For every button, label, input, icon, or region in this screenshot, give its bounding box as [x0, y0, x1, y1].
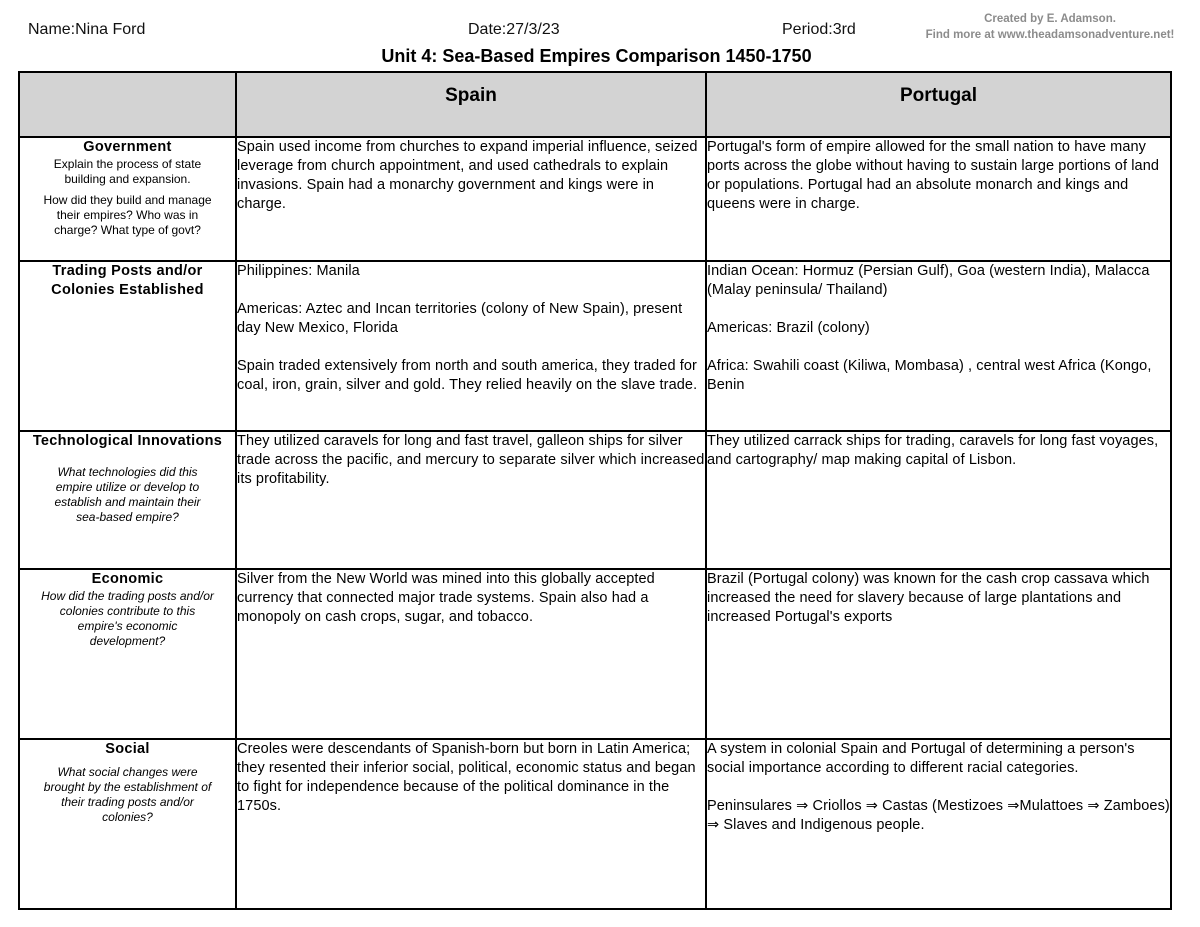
header-blank-cell: [19, 72, 236, 137]
credit-watermark: [906, 11, 1194, 43]
spain-answer-cell[interactable]: [236, 137, 706, 261]
portugal-answer-cell[interactable]: [706, 137, 1171, 261]
category-title: Technological Innovations: [32, 433, 223, 449]
spain-answer-cell[interactable]: [236, 739, 706, 909]
answer-paragraph: Portugal's form of empire allowed for the small nation to have many ports across the globe without having to sustain large portions of land or populations. Portugal had an absolute monarch and kings and queens were in charge.: [707, 139, 1160, 212]
category-title: Government: [83, 139, 172, 155]
answer-paragraph: Spain traded extensively from north and south america, they traded for coal, iron, grain, silver and gold. They relied heavily on the slave trade.: [237, 358, 698, 393]
page-title: Unit 4: Sea-Based Empires Comparison 1450-1750: [381, 46, 812, 66]
date-field: Date:27/3/23: [468, 21, 560, 38]
category-title: Social: [105, 741, 150, 757]
credit-author: Created by E. Adamson.: [984, 13, 1116, 25]
category-description: How did the trading posts and/or colonies contribute to this empire's economic development?: [41, 589, 214, 648]
spain-answer-cell[interactable]: [236, 261, 706, 431]
answer-paragraph: Africa: Swahili coast (Kiliwa, Mombasa) , central west Africa (Kongo, Benin: [707, 358, 1152, 393]
spain-answer-cell[interactable]: [236, 569, 706, 739]
table-row-government: [19, 137, 1171, 261]
category-cell: [19, 137, 236, 261]
answer-paragraph: Indian Ocean: Hormuz (Persian Gulf), Goa (western India), Malacca (Malay peninsula/ Thailand): [707, 263, 1150, 298]
answer-paragraph: Peninsulares ⇒ Criollos ⇒ Castas (Mestizoes ⇒Mulattoes ⇒ Zamboes) ⇒ Slaves and Indigenous people.: [707, 798, 1170, 833]
period-field: Period:3rd: [782, 21, 856, 38]
category-cell: [19, 569, 236, 739]
column-heading-spain: Spain: [445, 85, 497, 106]
table-row-social: [19, 739, 1171, 909]
answer-paragraph: They utilized caravels for long and fast travel, galleon ships for silver trade across the pacific, and mercury to separate silver which increased its profitability.: [237, 433, 705, 487]
answer-paragraph: Spain used income from churches to expand imperial influence, seized leverage from church appointment, and used cathedrals to explain invasions. Spain had a monarchy government and kings were in charge.: [237, 139, 698, 212]
portugal-answer-cell[interactable]: [706, 261, 1171, 431]
category-question: What technologies did this empire utilize or develop to establish and maintain their sea-based empire?: [54, 465, 201, 524]
category-title: Trading Posts and/or Colonies Established: [51, 263, 204, 298]
answer-paragraph: A system in colonial Spain and Portugal of determining a person's social importance according to different racial categories.: [707, 741, 1135, 776]
answer-paragraph: Silver from the New World was mined into this globally accepted currency that connected major trade systems. Spain also had a monopoly on cash crops, sugar, and tobacco.: [237, 571, 655, 625]
header-spain: [236, 72, 706, 137]
portugal-answer-cell[interactable]: [706, 739, 1171, 909]
answer-paragraph: Brazil (Portugal colony) was known for the cash crop cassava which increased the need for slavery because of large plantations and increased Portugal's exports: [707, 571, 1150, 625]
credit-website: Find more at www.theadamsonadventure.net!: [925, 29, 1175, 41]
category-question: How did they build and manage their empires? Who was in charge? What type of govt?: [43, 193, 212, 237]
category-title: Economic: [91, 571, 164, 587]
category-question: What social changes were brought by the establishment of their trading posts and/or colonies?: [43, 765, 212, 824]
category-cell: [19, 431, 236, 569]
answer-paragraph: Americas: Brazil (colony): [707, 320, 870, 336]
answer-paragraph: Americas: Aztec and Incan territories (colony of New Spain), present day New Mexico, Florida: [237, 301, 683, 336]
answer-paragraph: Creoles were descendants of Spanish-born but born in Latin America; they resented their inferior social, political, economic status and began to fight for independence because of the political dominance in the 1750s.: [237, 741, 696, 814]
table-row-technology: [19, 431, 1171, 569]
header-portugal: [706, 72, 1171, 137]
comparison-table: [18, 71, 1172, 910]
table-header-row: [19, 72, 1171, 137]
category-cell: [19, 261, 236, 431]
table-row-trading-posts: [19, 261, 1171, 431]
portugal-answer-cell[interactable]: [706, 431, 1171, 569]
portugal-answer-cell[interactable]: [706, 569, 1171, 739]
student-name: Name:Nina Ford: [28, 21, 146, 38]
answer-paragraph: Philippines: Manila: [237, 263, 360, 279]
table-row-economic: [19, 569, 1171, 739]
answer-paragraph: They utilized carrack ships for trading, caravels for long fast voyages, and cartography/ map making capital of Lisbon.: [707, 433, 1159, 468]
category-cell: [19, 739, 236, 909]
category-description: Explain the process of state building and expansion.: [53, 157, 202, 186]
spain-answer-cell[interactable]: [236, 431, 706, 569]
column-heading-portugal: Portugal: [899, 85, 978, 106]
